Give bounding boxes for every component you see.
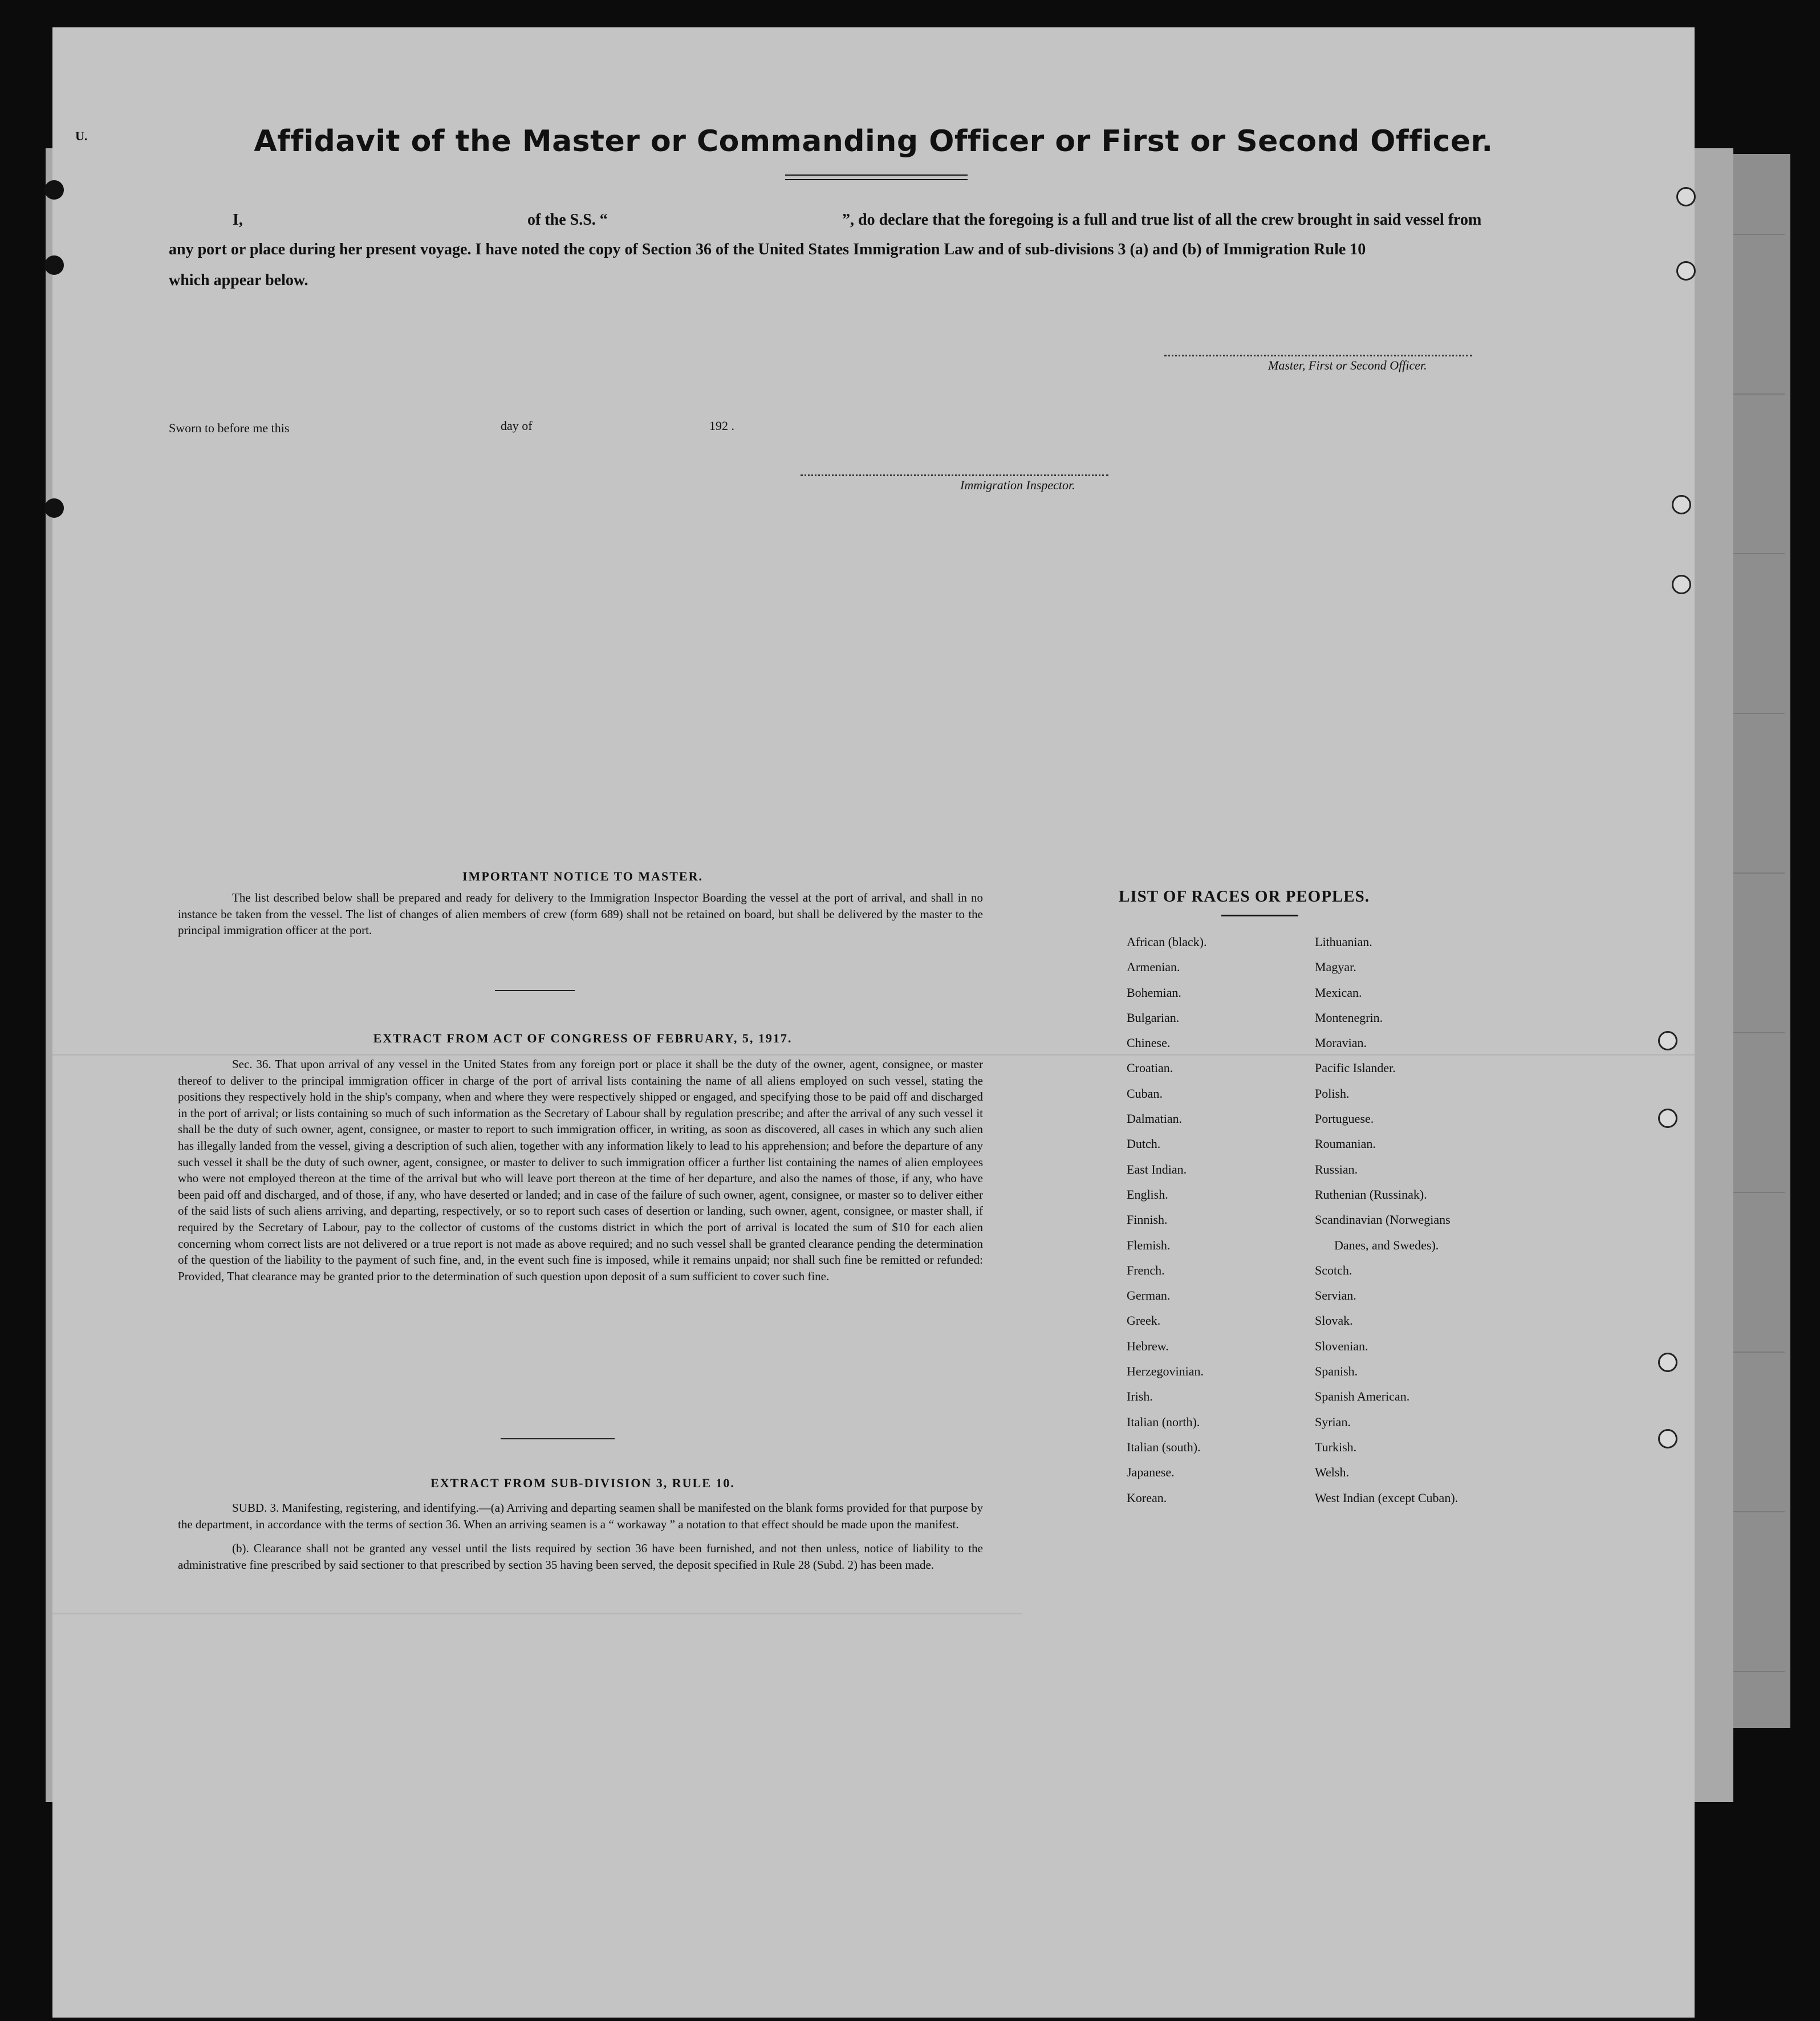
race-item: French. bbox=[1127, 1263, 1165, 1277]
sworn-prefix: Sworn to before me this bbox=[169, 421, 290, 435]
act-heading: EXTRACT FROM ACT OF CONGRESS OF FEBRUARY, 5, 1917. bbox=[373, 1031, 793, 1045]
races-right-column bbox=[1315, 930, 1458, 1511]
race-item: Dutch. bbox=[1127, 1137, 1161, 1151]
punch-hole-icon bbox=[1672, 495, 1691, 514]
separator bbox=[501, 1438, 615, 1439]
race-item: Italian (south). bbox=[1127, 1439, 1201, 1454]
races-left-column bbox=[1127, 930, 1206, 1511]
punch-hole-icon bbox=[1658, 1429, 1677, 1448]
title-underline bbox=[785, 174, 968, 180]
race-item: Polish. bbox=[1315, 1086, 1350, 1101]
race-item: Slovak. bbox=[1315, 1313, 1353, 1328]
rule-subd-a: SUBD. 3. Manifesting, registering, and identifying.—(a) Arriving and departing seamen shall be manifested on the blank forms provided for that purpose by the department, in accordance with the terms of section 36. When an arriving seamen is a “ workaway ” a notation to that effect should be made upon the manifest. bbox=[178, 1501, 983, 1531]
race-item: Portuguese. bbox=[1315, 1111, 1374, 1126]
corner-mark: U. bbox=[75, 129, 88, 143]
race-item: Moravian. bbox=[1315, 1036, 1367, 1050]
page-title: Affidavit of the Master or Commanding Officer or First or Second Officer. bbox=[254, 124, 1493, 159]
race-item: Danes, and Swedes). bbox=[1334, 1237, 1439, 1252]
race-item: Cuban. bbox=[1127, 1086, 1163, 1101]
race-item: Scandinavian (Norwegians bbox=[1315, 1212, 1451, 1227]
race-item: Korean. bbox=[1127, 1490, 1167, 1505]
race-item: Bulgarian. bbox=[1127, 1010, 1180, 1025]
race-item: Armenian. bbox=[1127, 960, 1180, 975]
race-item: Pacific Islander. bbox=[1315, 1061, 1396, 1076]
race-item: Spanish American. bbox=[1315, 1389, 1410, 1404]
sworn-year: 192 . bbox=[709, 419, 734, 433]
punch-hole-icon bbox=[44, 498, 64, 518]
races-underline bbox=[1221, 915, 1298, 916]
race-item: Bohemian. bbox=[1127, 985, 1181, 1000]
race-item: West Indian (except Cuban). bbox=[1315, 1490, 1459, 1505]
race-item: Lithuanian. bbox=[1315, 935, 1372, 949]
notice-heading: IMPORTANT NOTICE TO MASTER. bbox=[462, 869, 703, 883]
punch-hole-icon bbox=[44, 255, 64, 275]
rule-body bbox=[178, 1500, 983, 1573]
notice-body bbox=[178, 890, 983, 939]
race-item: Roumanian. bbox=[1315, 1137, 1376, 1151]
punch-hole-icon bbox=[1658, 1109, 1677, 1128]
punch-hole-icon bbox=[1676, 187, 1696, 206]
separator bbox=[495, 990, 575, 991]
race-item: Flemish. bbox=[1127, 1237, 1171, 1252]
punch-hole-icon bbox=[1658, 1031, 1677, 1050]
race-item: Montenegrin. bbox=[1315, 1010, 1383, 1025]
declaration-lead: I, bbox=[233, 211, 243, 229]
race-item: East Indian. bbox=[1127, 1162, 1187, 1176]
race-item: Dalmatian. bbox=[1127, 1111, 1183, 1126]
race-item: Croatian. bbox=[1127, 1061, 1173, 1076]
inspector-signature-caption: Immigration Inspector. bbox=[960, 478, 1075, 492]
race-item: Greek. bbox=[1127, 1313, 1161, 1328]
punch-hole-icon bbox=[1658, 1353, 1677, 1372]
rule-subd-b: (b). Clearance shall not be granted any vessel until the lists required by section 36 have been furnished, and not then unless, notice of liability to the administrative fine prescribed by said sectioner to that prescribed by section 35 having been served, the deposit specified in Rule 28 (Subd. 2) has been made. bbox=[178, 1541, 983, 1572]
declaration-line-1: ”, do declare that the foregoing is a full and true list of all the crew brought in said vessel from bbox=[842, 211, 1482, 229]
declaration-line-2: any port or place during her present voyage. I have noted the copy of Section 36 of the United States Immigration Law and of sub-divisions 3 (a) and (b) of Immigration Rule 10 bbox=[169, 241, 1366, 258]
race-item: Herzegovinian. bbox=[1127, 1364, 1204, 1379]
master-signature-caption: Master, First or Second Officer. bbox=[1268, 358, 1427, 372]
master-signature-line bbox=[1164, 355, 1472, 356]
inspector-signature-line bbox=[801, 474, 1108, 476]
race-item: Ruthenian (Russinak). bbox=[1315, 1187, 1427, 1202]
affidavit-page bbox=[52, 27, 1695, 2018]
races-heading: LIST OF RACES OR PEOPLES. bbox=[1119, 887, 1370, 906]
race-item: Spanish. bbox=[1315, 1364, 1358, 1379]
fold-crease bbox=[52, 1613, 1022, 1614]
race-item: Mexican. bbox=[1315, 985, 1362, 1000]
declaration-vessel-label: of the S.S. “ bbox=[527, 211, 608, 229]
race-item: Irish. bbox=[1127, 1389, 1153, 1404]
race-item: Slovenian. bbox=[1315, 1338, 1368, 1353]
race-item: Chinese. bbox=[1127, 1036, 1171, 1050]
race-item: Finnish. bbox=[1127, 1212, 1168, 1227]
race-item: Italian (north). bbox=[1127, 1414, 1200, 1429]
race-item: Hebrew. bbox=[1127, 1338, 1169, 1353]
punch-hole-icon bbox=[44, 180, 64, 200]
race-item: Magyar. bbox=[1315, 960, 1356, 975]
race-item: Japanese. bbox=[1127, 1465, 1175, 1480]
race-item: German. bbox=[1127, 1288, 1171, 1303]
punch-hole-icon bbox=[1676, 261, 1696, 281]
race-item: Syrian. bbox=[1315, 1414, 1351, 1429]
race-item: Russian. bbox=[1315, 1162, 1358, 1176]
race-item: African (black). bbox=[1127, 935, 1207, 949]
rule-heading: EXTRACT FROM SUB-DIVISION 3, RULE 10. bbox=[430, 1476, 735, 1490]
act-body bbox=[178, 1056, 983, 1284]
notice-paragraph: The list described below shall be prepared and ready for delivery to the Immigration Inspector Boarding the vessel at the port of arrival, and shall in no instance be taken from the vessel. The list of changes of alien members of crew (form 689) shall not be retained on board, but shall be delivered by the master to the principal immigration officer at the port. bbox=[178, 891, 983, 938]
race-item: Welsh. bbox=[1315, 1465, 1349, 1480]
sworn-day-of: day of bbox=[501, 419, 533, 433]
act-paragraph: Sec. 36. That upon arrival of any vessel in the United States from any foreign port or place it shall be the duty of the owner, agent, consignee, or master thereof to deliver to the principal immigration officer in charge of the port of arrival lists containing the name of all aliens employed on such vessel, stating the positions they respectively hold in the ship's company, when and where they were respectively shipped or engaged, and specifying those to be paid off and discharged in the port of arrival; or lists containing so much of such information as the Secretary of Labour shall by regulation prescribe; and after the arrival of any such vessel it shall be the duty of such owner, agent, consignee, or master to report to such immigration officer, in writing, as soon as discovered, all cases in which any such alien has illegally landed from the vessel, giving a description of such alien, together with any information likely to lead to his apprehension; and before the departure of any such vessel it shall be the duty of such owner, agent, consignee, or master to deliver to such immigration officer a further list containing the names of alien employees who were not employed thereon at the time of the arrival but who will leave port thereon at the time of her departure, and also the names of those, if any, who have been paid off and discharged, and of those, if any, who have deserted or landed; and in case of the failure of such owner, agent, consignee, or master so to deliver either of the said lists of such aliens arriving, and departing, respectively, or so to report such cases of desertion or landing, such owner, agent, consignee, or master shall, if required by the Secretary of Labour, pay to the collector of customs of the customs district in which the port of arrival is located the sum of $10 for each alien concerning whom correct lists are not delivered or a true report is not made as above required; and no such vessel shall be granted clearance pending the determination of the question of the liability to the payment of such fine, and, in the event such fine is imposed, while it remains unpaid; nor shall such fine be remitted or refunded: Provided, That clearance may be granted prior to the determination of such question upon deposit of a sum sufficient to cover such fine. bbox=[178, 1057, 983, 1283]
race-item: Turkish. bbox=[1315, 1439, 1357, 1454]
race-item: Servian. bbox=[1315, 1288, 1356, 1303]
race-item: English. bbox=[1127, 1187, 1168, 1202]
punch-hole-icon bbox=[1672, 575, 1691, 594]
declaration-line-3: which appear below. bbox=[169, 271, 308, 289]
race-item: Scotch. bbox=[1315, 1263, 1352, 1277]
